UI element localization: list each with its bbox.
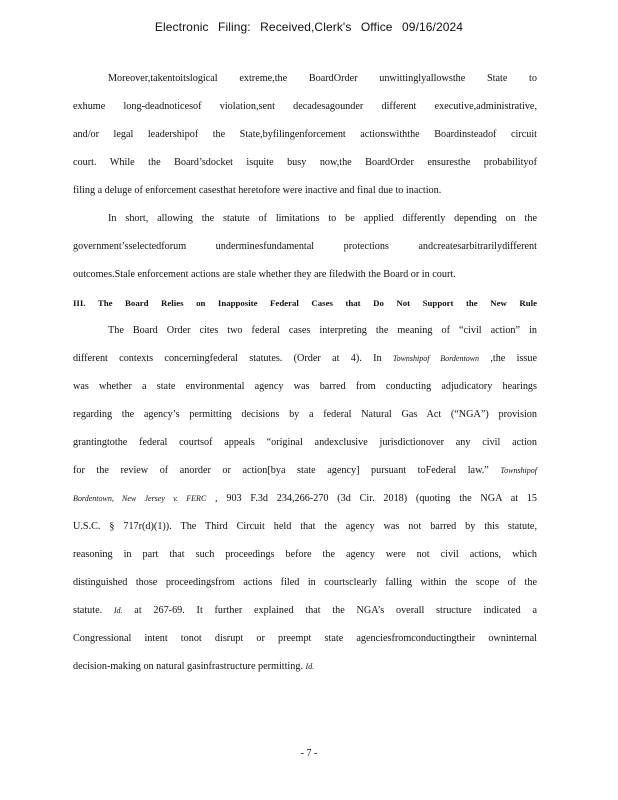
text-segment: different contexts concerningfederal statutes. (Order at 4). In	[73, 353, 393, 364]
text-line: grantingtothe federal courtsof appeals “original andexclusive jurisdictionover any civil action	[73, 437, 537, 448]
text-line: reasoning in part that such proceedings before the agency were not civil actions, which	[73, 549, 537, 560]
filing-stamp-header: Electronic Filing: Received,Clerk's Office 09/16/2024	[154, 20, 464, 34]
text-line: The Board Order cites two federal cases interpreting the meaning of “civil action” in	[108, 325, 537, 336]
text-segment: , 903 F.3d 234,266-270 (3d Cir. 2018) (quoting the NGA at 15	[206, 493, 537, 504]
text-line: was whether a state environmental agency was barred from conducting adjudicatory hearings	[73, 381, 537, 392]
text-segment: ,the issue	[479, 353, 537, 364]
page-number: - 7 -	[300, 748, 318, 759]
text-line: distinguished those proceedingsfrom actions filed in courtsclearly falling within the scope of the	[73, 577, 537, 588]
text-line: In short, allowing the statute of limitations to be applied differently depending on the	[108, 213, 537, 224]
text-line	[73, 658, 537, 686]
case-citation: Townshipof Bordentown	[392, 354, 480, 363]
text-line: U.S.C. § 717r(d)(1)). The Third Circuit held that the agency was not barred by this statute,	[73, 521, 537, 532]
text-segment: at 267-69. It further explained that the NGA’s overall structure indicated a	[122, 605, 538, 616]
text-segment: statute.	[73, 605, 114, 616]
text-segment: decision-making on natural gasinfrastructure permitting.	[73, 661, 306, 672]
text-line: government’sselectedforum underminesfundamental protections andcreatesarbitrarilydifferent	[73, 241, 537, 252]
case-citation: Id.	[113, 606, 123, 615]
case-citation: Townshipof	[500, 466, 537, 475]
text-line: and/or legal leadershipof the State,byfilingenforcement actionswiththe Boardinsteadof circuit	[73, 129, 537, 140]
text-line: filing a deluge of enforcement casesthat heretofore were inactive and final due to inaction.	[73, 185, 442, 196]
section-heading: III. The Board Relies on Inapposite Federal Cases that Do Not Support the New Rule	[73, 298, 537, 308]
text-line: Congressional intent tonot disrupt or preempt state agenciesfromconductingtheir owninternal	[73, 633, 537, 644]
document-body	[73, 70, 537, 686]
text-segment: for the review of anorder or action[bya state agency] pursuant toFederal law.”	[73, 465, 501, 476]
text-line	[73, 462, 537, 490]
text-line: regarding the agency’s permitting decisions by a federal Natural Gas Act (“NGA”) provision	[73, 409, 537, 420]
text-line: exhume long-deadnoticesof violation,sent decadesagounder different executive,administrative,	[73, 101, 537, 112]
text-line: court. While the Board’sdocket isquite busy now,the BoardOrder ensuresthe probabilityof	[73, 157, 537, 168]
text-line: outcomes.Stale enforcement actions are stale whether they are filedwith the Board or in court.	[73, 269, 456, 280]
text-line	[73, 490, 537, 518]
case-citation: Bordentown, New Jersey v. FERC	[73, 494, 207, 503]
text-line	[73, 350, 537, 378]
case-citation: Id.	[305, 662, 315, 671]
text-line	[73, 602, 537, 630]
text-line: Moreover,takentoitslogical extreme,the BoardOrder unwittinglyallowsthe State to	[108, 73, 537, 84]
